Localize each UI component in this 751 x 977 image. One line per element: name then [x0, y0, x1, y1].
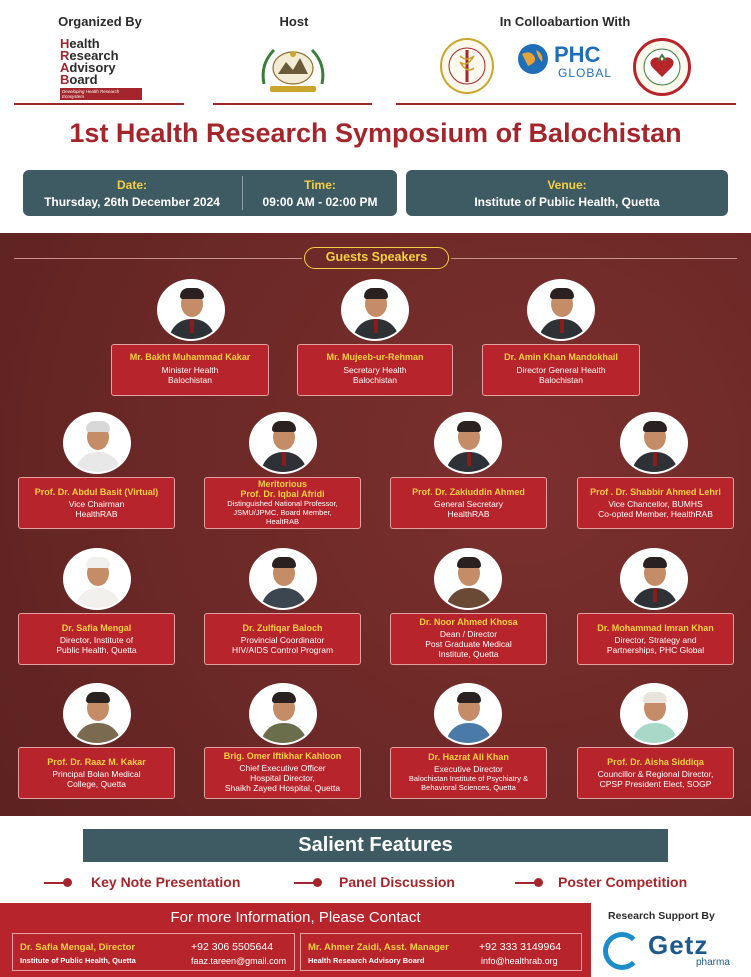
- speaker-photo: [341, 279, 409, 341]
- speaker-role: HIV/AIDS Control Program: [231, 645, 334, 655]
- speaker-role: College, Quetta: [66, 779, 127, 789]
- speaker-role: Vice Chairman: [68, 499, 125, 509]
- speaker-card: [390, 613, 547, 665]
- speaker-card: [577, 747, 734, 799]
- hrab-initial: B: [60, 72, 70, 87]
- contact-phone[interactable]: +92 306 5505644: [191, 941, 274, 953]
- speaker-name: Prof. Dr. Raaz M. Kakar: [47, 757, 146, 767]
- speaker-card: [297, 344, 453, 396]
- research-support-label: Research Support By: [608, 910, 715, 922]
- hrab-initial: A: [60, 60, 70, 75]
- contact-title: For more Information, Please Contact: [170, 909, 421, 926]
- speaker-photo: [434, 548, 502, 610]
- speaker-role: Executive Director: [434, 764, 503, 774]
- speaker-name: Brig. Omer Iftikhar Kahloon: [223, 751, 342, 761]
- speaker-name: Dr. Zulfiqar Baloch: [242, 623, 323, 633]
- speaker-role: CPSP President Elect, SOGP: [599, 779, 712, 789]
- speaker-role: Secretary Health: [343, 365, 407, 375]
- speaker-card: [18, 747, 175, 799]
- phc-sub-text: GLOBAL: [558, 66, 613, 80]
- speaker-name: Prof. Dr. Abdul Basit (Virtual): [34, 487, 159, 497]
- speaker-photo: [434, 683, 502, 745]
- speaker-card: [390, 477, 547, 529]
- speaker-role: Shaikh Zayed Hospital, Quetta: [224, 783, 341, 793]
- collab-label: In Colloabartion With: [499, 14, 631, 29]
- hrab-rest: dvisory: [69, 60, 116, 75]
- guests-rule-right: [451, 258, 737, 259]
- speaker-name: Dr. Noor Ahmed Khosa: [419, 617, 518, 627]
- page-title: 1st Health Research Symposium of Balochistan: [69, 118, 682, 148]
- speaker-role: Dean / Director: [439, 629, 498, 639]
- speaker-photo: [249, 683, 317, 745]
- feature-bullet-icon: [534, 878, 543, 887]
- speaker-name: Prof. Dr. Iqbal Afridi: [240, 489, 325, 499]
- speaker-photo: [620, 548, 688, 610]
- speaker-photo: [157, 279, 225, 341]
- date-label: Date:: [116, 178, 147, 192]
- venue-label: Venue:: [547, 178, 587, 192]
- speaker-card: [18, 477, 175, 529]
- speaker-card: [18, 613, 175, 665]
- hrab-rest: esearch: [69, 48, 119, 63]
- host-label: Host: [279, 14, 309, 29]
- contact-name: Dr. Safia Mengal, Director: [20, 942, 136, 953]
- hrab-word-4: [60, 74, 142, 86]
- host-logo: [256, 40, 330, 96]
- hrab-tagline: Developing Health Research Ecosystem: [60, 88, 142, 100]
- speaker-role: Balochistan: [353, 375, 397, 385]
- speaker-photo: [249, 548, 317, 610]
- speaker-card: [577, 613, 734, 665]
- sponsor-name: Getz: [648, 930, 709, 960]
- speaker-card: [390, 747, 547, 799]
- salient-features-title: Salient Features: [83, 829, 668, 862]
- speaker-name: Prof . Dr. Shabbir Ahmed Lehri: [590, 487, 721, 497]
- header-rule-2: [213, 103, 372, 105]
- speaker-photo: [249, 412, 317, 474]
- speaker-role: Provincial Coordinator: [240, 635, 325, 645]
- speaker-card: [204, 477, 361, 529]
- collab-logo-1: [440, 38, 494, 94]
- hrab-initial: R: [60, 48, 70, 63]
- contact-name: Mr. Ahmer Zaidi, Asst. Manager: [308, 942, 449, 953]
- speaker-role: Councillor & Regional Director,: [597, 769, 714, 779]
- speaker-card: [204, 747, 361, 799]
- speaker-name: Dr. Amin Khan Mandokhail: [504, 352, 618, 362]
- speaker-role: Distinguished National Professor,: [227, 499, 338, 508]
- speaker-prefix: Meritorious: [257, 479, 307, 489]
- speaker-card: [577, 477, 734, 529]
- speaker-role: HealtRAB: [266, 517, 299, 526]
- speaker-role: Behavioral Sciences, Quetta: [421, 783, 516, 792]
- sponsor-sub: pharma: [696, 957, 730, 968]
- hrab-logo: [60, 36, 142, 99]
- contact-email[interactable]: info@healthrab.org: [481, 956, 558, 966]
- time-value: 09:00 AM - 02:00 PM: [262, 195, 378, 209]
- speaker-role: Public Health, Quetta: [56, 645, 137, 655]
- date-value: Thursday, 26th December 2024: [44, 195, 220, 209]
- contact-card: [12, 933, 295, 971]
- contact-org: Institute of Public Health, Quetta: [20, 956, 136, 965]
- speaker-name: Dr. Mohammad Imran Khan: [597, 623, 714, 633]
- speaker-role: Director, Strategy and: [614, 635, 697, 645]
- speaker-role: Hospital Director,: [250, 773, 315, 783]
- feature-bullet-icon: [313, 878, 322, 887]
- contact-email[interactable]: faaz.tareen@gmail.com: [191, 956, 287, 966]
- speaker-photo: [527, 279, 595, 341]
- contact-card: [300, 933, 582, 971]
- feature-bullet-icon: [63, 878, 72, 887]
- speaker-role: Vice Chancellor, BUMHS: [608, 499, 703, 509]
- phc-global-logo: [516, 40, 616, 94]
- contact-org: Health Research Advisory Board: [308, 956, 425, 965]
- header-rule-3: [396, 103, 736, 105]
- speaker-role: HealthRAB: [447, 509, 490, 519]
- venue-box: [406, 170, 728, 216]
- speaker-photo: [434, 412, 502, 474]
- hrab-rest: ealth: [69, 36, 100, 51]
- speaker-name: Prof. Dr. Aisha Siddiqa: [607, 757, 704, 767]
- speaker-role: Director, Institute of: [59, 635, 134, 645]
- feature-poster: Poster Competition: [558, 874, 688, 890]
- medical-caduceus-icon: [442, 40, 492, 92]
- speaker-role: Balochistan: [168, 375, 212, 385]
- speaker-photo: [63, 683, 131, 745]
- speaker-card: [111, 344, 269, 396]
- hrab-initial: H: [60, 36, 70, 51]
- guests-rule-left: [14, 258, 302, 259]
- speaker-photo: [620, 683, 688, 745]
- speaker-photo: [63, 412, 131, 474]
- feature-keynote: Key Note Presentation: [91, 874, 241, 890]
- speaker-name: Mr. Mujeeb-ur-Rehman: [326, 352, 424, 362]
- speaker-role: Partnerships, PHC Global: [606, 645, 705, 655]
- speaker-role: JSMU/JPMC, Board Member,: [233, 508, 332, 517]
- speaker-name: Prof. Dr. Zakiuddin Ahmed: [412, 487, 525, 497]
- speaker-name: Dr. Hazrat Ali Khan: [428, 752, 509, 762]
- globe-icon: [516, 42, 550, 76]
- speaker-role: Minister Health: [161, 365, 219, 375]
- getz-logo-icon: [603, 932, 641, 970]
- speaker-name: Dr. Safia Mengal: [61, 623, 132, 633]
- hrab-rest: oard: [69, 72, 98, 87]
- speaker-photo: [63, 548, 131, 610]
- date-time-box: [23, 170, 397, 216]
- heart-icon: [636, 41, 688, 93]
- phc-main-text: PHC: [554, 42, 601, 67]
- speaker-photo: [620, 412, 688, 474]
- speaker-name: Mr. Bakht Muhammad Kakar: [129, 352, 251, 362]
- guests-speakers-title: Guests Speakers: [304, 247, 449, 269]
- collab-logo-3: [633, 38, 691, 96]
- speaker-role: Principal Bolan Medical: [52, 769, 141, 779]
- speaker-role: General Secretary: [434, 499, 503, 509]
- speaker-role: Balochistan: [539, 375, 583, 385]
- speaker-role: Co-opted Member, HealthRAB: [598, 509, 713, 519]
- organized-by-label: Organized By: [58, 14, 142, 29]
- speaker-role: HealthRAB: [75, 509, 118, 519]
- speaker-role: Institute, Quetta: [438, 649, 499, 659]
- speaker-role: Post Graduate Medical: [425, 639, 512, 649]
- header-rule-1: [14, 103, 184, 105]
- feature-panel: Panel Discussion: [339, 874, 455, 890]
- speaker-role: Director General Health: [516, 365, 606, 375]
- time-label: Time:: [304, 178, 336, 192]
- speaker-card: [204, 613, 361, 665]
- contact-phone[interactable]: +92 333 3149964: [479, 941, 562, 953]
- speaker-card: [482, 344, 640, 396]
- speaker-role: Chief Executive Officer: [239, 763, 326, 773]
- speaker-role: Balochistan Institute of Psychiatry &: [408, 774, 529, 783]
- venue-value: Institute of Public Health, Quetta: [474, 195, 660, 209]
